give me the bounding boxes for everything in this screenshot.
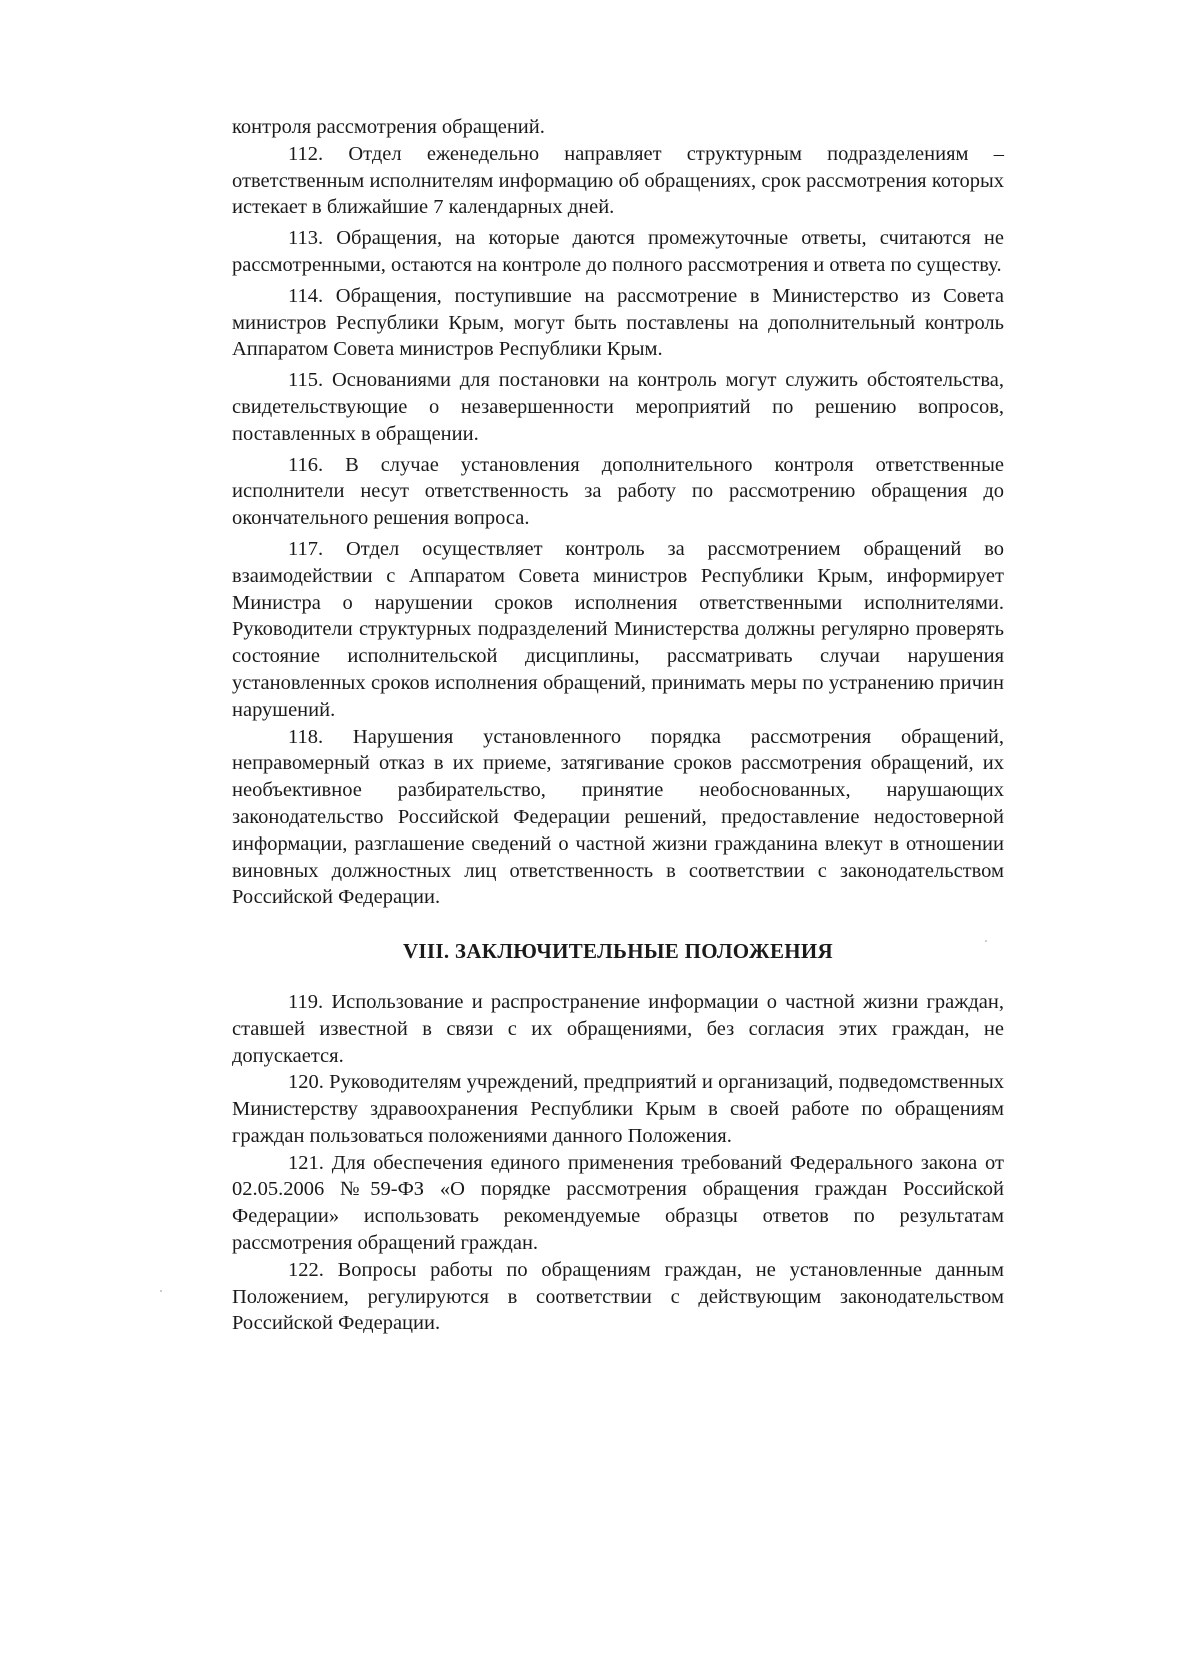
- lead-fragment: контроля рассмотрения обращений.: [232, 116, 545, 138]
- paragraph-112: 112. Отдел еженедельно направляет структурным подразделениям – ответственным исполнителям информацию об обращениях, срок рассмотрения которых истекает в ближайшие 7 календарных дней.: [232, 142, 1004, 219]
- paragraph-114: 114. Обращения, поступившие на рассмотрение в Министерство из Совета министров Республики Крым, могут быть поставлены на дополнительный контроль Аппаратом Совета министров Республики Крым.: [232, 284, 1004, 361]
- paragraph-121: 121. Для обеспечения единого применения требований Федерального закона от 02.05.2006 №59-ФЗ «О порядке рассмотрения обращения граждан Российской Федерации» использовать рекомендуемые образцы ответов по результатам рассмотрения обращений граждан.: [232, 1151, 1004, 1255]
- paragraph-117: 117. Отдел осуществляет контроль за рассмотрением обращений во взаимодействии с Аппаратом Совета министров Республики Крым, информирует Министра о нарушении сроков исполнения ответственными исполнителями. Руководители структурных подразделений Министерства должны регулярно проверять состояние исполнительской дисциплины, рассматривать случаи нарушения установленных сроков исполнения обращений, принимать меры по устранению причин нарушений.: [232, 537, 1004, 721]
- paragraph-116: 116. В случае установления дополнительного контроля ответственные исполнители несут ответственность за работу по рассмотрению обращения до окончательного решения вопроса.: [232, 453, 1004, 530]
- scan-speck: [985, 940, 987, 942]
- document-page: [232, 114, 1004, 1337]
- scan-speck: [160, 1290, 162, 1292]
- section-heading: VIII. ЗАКЛЮЧИТЕЛЬНЫЕ ПОЛОЖЕНИЯ: [402, 939, 834, 964]
- paragraph-122: 122. Вопросы работы по обращениям граждан, не установленные данным Положением, регулируются в соответствии с действующим законодательством Российской Федерации.: [232, 1258, 1004, 1335]
- paragraph-115: 115. Основаниями для постановки на контроль могут служить обстоятельства, свидетельствующие о незавершенности мероприятий по решению вопросов, поставленных в обращении.: [232, 369, 1004, 445]
- paragraph-118: 118. Нарушения установленного порядка рассмотрения обращений, неправомерный отказ в их приеме, затягивание сроков рассмотрения обращений, их необъективное разбирательство, принятие необоснованных, нарушающих законодательство Российской Федерации решений, предоставление недостоверной информации, разглашение сведений о частной жизни гражданина влекут в отношении виновных должностных лиц ответственность в соответствии с законодательством Российской Федерации.: [232, 725, 1004, 909]
- paragraph-120: 120. Руководителям учреждений, предприятий и организаций, подведомственных Министерству здравоохранения Республики Крым в своей работе по обращениям граждан пользоваться положениями данного Положения.: [232, 1071, 1004, 1147]
- paragraph-113: 113. Обращения, на которые даются промежуточные ответы, считаются не рассмотренными, остаются на контроле до полного рассмотрения и ответа по существу.: [232, 227, 1004, 276]
- paragraph-119: 119. Использование и распространение информации о частной жизни граждан, ставшей известной в связи с их обращениями, без согласия этих граждан, не допускается.: [232, 990, 1004, 1067]
